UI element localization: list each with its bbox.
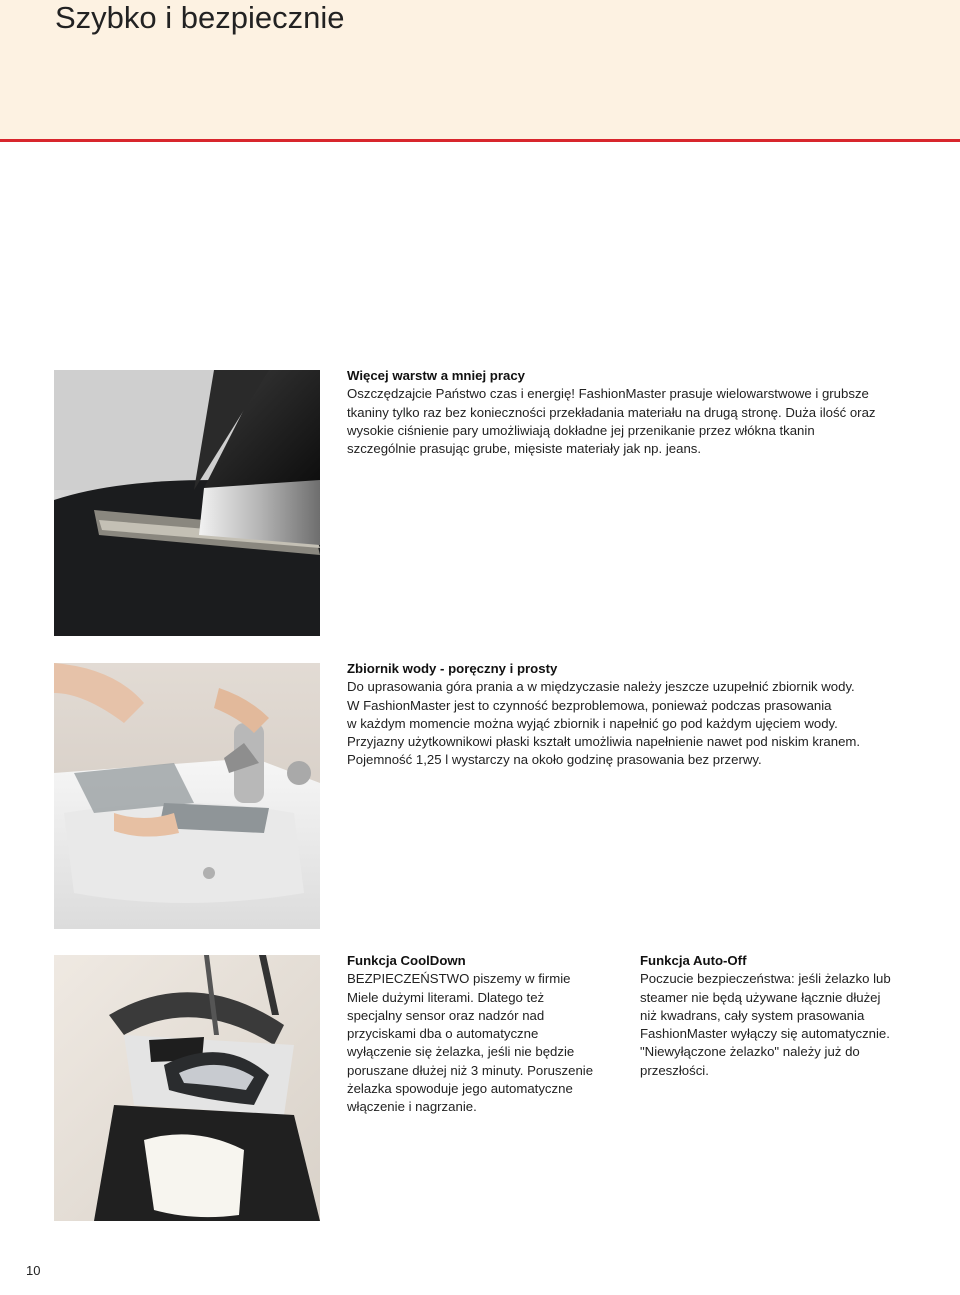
section-line: niż kwadrans, cały system prasowania: [640, 1007, 865, 1023]
water-tank-photo: [54, 663, 320, 929]
section-water-tank: [347, 660, 927, 770]
section-line: przeszłości.: [640, 1062, 709, 1078]
iron-on-fabric-photo: [54, 370, 320, 636]
section-line: żelazka spowoduje jego automatyczne: [347, 1081, 573, 1097]
section-line: włączenie i nagrzanie.: [347, 1099, 477, 1115]
page-number: 10: [26, 1263, 41, 1278]
section-line: "Niewyłączone żelazko" należy już do: [640, 1044, 860, 1060]
section-line: szczególnie prasując grube, mięsiste materiały jak np. jeans.: [347, 441, 702, 457]
section-line: specjalny sensor oraz nadzór nad: [347, 1007, 545, 1023]
section-line: Oszczędzajcie Państwo czas i energię! FashionMaster prasuje wielowarstwowe i grubsze: [347, 386, 869, 402]
section-line: w każdym momencie można wyjąć zbiornik i napełnić go pod każdym ujęciem wody.: [347, 715, 838, 731]
section-line: FashionMaster wyłączy się automatycznie.: [640, 1026, 890, 1042]
section-line: steamer nie będą używane łącznie dłużej: [640, 989, 881, 1005]
section-line: wysokie ciśnienie pary umożliwiają dokładne jej przenikanie przez włókna tkanin: [347, 422, 815, 438]
section-heading: Funkcja CoolDown: [347, 953, 466, 968]
section-line: poruszane dłużej niż 3 minuty. Poruszenie: [347, 1062, 594, 1078]
section-heading: Więcej warstw a mniej pracy: [347, 368, 525, 383]
section-cooldown: [347, 952, 627, 1117]
section-line: przyciskami dba o automatyczne: [347, 1026, 539, 1042]
section-line: Przyjazny użytkownikowi płaski kształt umożliwia napełnienie nawet pod niskim kranem.: [347, 734, 861, 750]
cooldown-iron-station-photo: [54, 955, 320, 1221]
section-line: wyłączenie się żelazka, jeśli nie będzie: [347, 1044, 575, 1060]
section-line: Poczucie bezpieczeństwa: jeśli żelazko lub: [640, 971, 891, 987]
section-line: W FashionMaster jest to czynność bezproblemowa, ponieważ podczas prasowania: [347, 697, 832, 713]
section-line: Pojemność 1,25 l wystarczy na około godzinę prasowania bez przerwy.: [347, 752, 762, 768]
section-more-layers: [347, 367, 927, 458]
section-line: Miele dużymi literami. Dlatego też: [347, 989, 545, 1005]
section-heading: Funkcja Auto-Off: [640, 953, 747, 968]
section-line: Do uprasowania góra prania a w międzyczasie należy jeszcze uzupełnić zbiornik wody.: [347, 679, 855, 695]
section-heading: Zbiornik wody - poręczny i prosty: [347, 661, 558, 676]
page-header: [0, 0, 960, 142]
section-line: tkaniny tylko raz bez konieczności przekładania materiału na drugą stronę. Duża ilość oraz: [347, 404, 876, 420]
section-line: BEZPIECZEŃSTWO piszemy w firmie: [347, 971, 571, 987]
page-title: Szybko i bezpiecznie: [55, 0, 345, 35]
section-auto-off: [640, 952, 940, 1080]
